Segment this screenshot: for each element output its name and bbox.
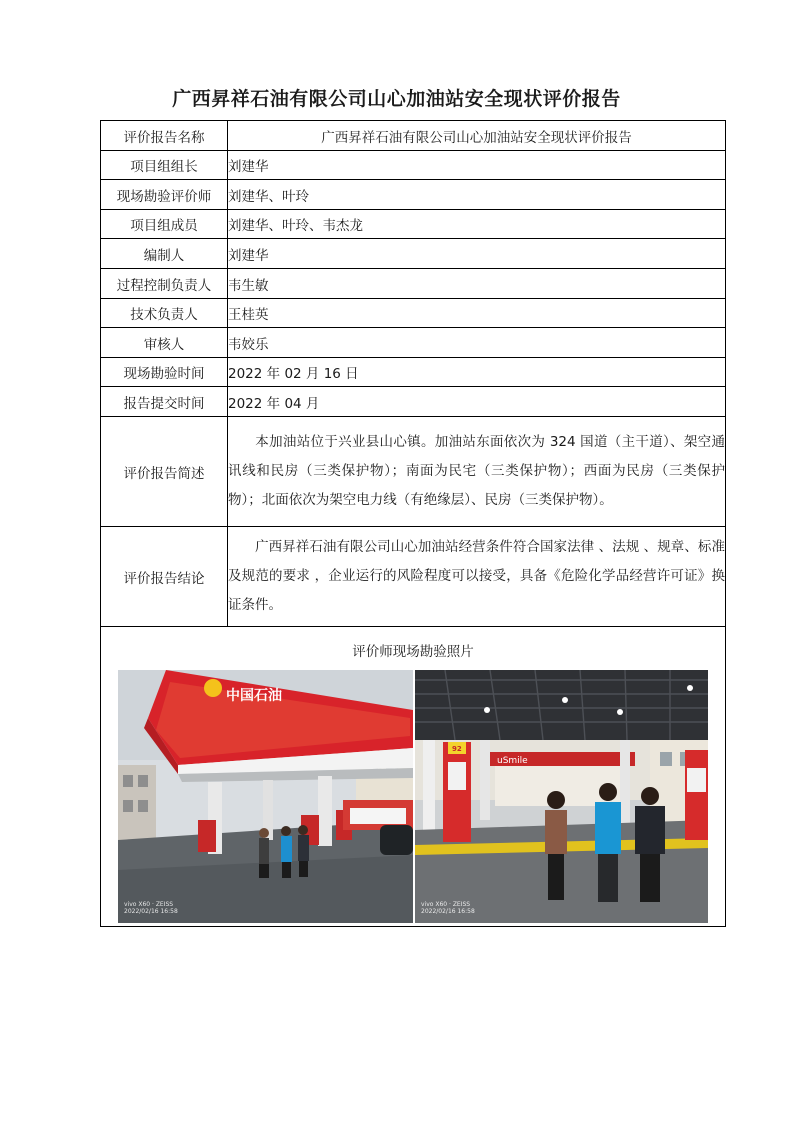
row-value: 2022 年 04 月 xyxy=(228,387,726,417)
row-label: 评价报告名称 xyxy=(101,121,228,151)
row-label: 现场勘验时间 xyxy=(101,358,228,387)
conclusion-text: 广西昇祥石油有限公司山心加油站经营条件符合国家法律 、法规 、规章、标准及规范的要求 ，企业运行的风险程度可以接受，具备《危险化学品经营许可证》换证条件。 xyxy=(228,539,725,613)
gas-station-exterior-image xyxy=(118,670,413,923)
row-value: 韦生敏 xyxy=(228,269,726,299)
watermark-timestamp: 2022/02/16 16:58 xyxy=(124,907,178,915)
row-value: 刘建华、叶玲 xyxy=(228,180,726,210)
row-label: 项目组组长 xyxy=(101,151,228,180)
watermark-camera: vivo X60 · ZEISS xyxy=(124,900,174,908)
document-title: 广西昇祥石油有限公司山心加油站安全现状评价报告 xyxy=(172,88,621,110)
row-label: 技术负责人 xyxy=(101,299,228,328)
row-value: 韦姣乐 xyxy=(228,328,726,358)
site-photo-left xyxy=(118,670,413,923)
table-row xyxy=(101,299,726,328)
row-value: 王桂英 xyxy=(228,299,726,328)
row-value: 广西昇祥石油有限公司山心加油站安全现状评价报告 xyxy=(228,121,726,151)
pump-number-text: 92 xyxy=(452,744,462,753)
report-info-table xyxy=(100,120,726,927)
table-row xyxy=(101,387,726,417)
table-row xyxy=(101,239,726,269)
photo-watermark xyxy=(421,901,475,915)
row-value: 2022 年 02 月 16 日 xyxy=(228,358,726,387)
row-label: 审核人 xyxy=(101,328,228,358)
conclusion-label: 评价报告结论 xyxy=(101,527,228,627)
photos-title: 评价师现场勘验照片 xyxy=(352,643,474,660)
summary-cell xyxy=(228,417,726,527)
row-label: 过程控制负责人 xyxy=(101,269,228,299)
table-row xyxy=(101,210,726,239)
conclusion-row xyxy=(101,527,726,627)
row-value: 刘建华、叶玲、韦杰龙 xyxy=(228,210,726,239)
table-row xyxy=(101,269,726,299)
table-row xyxy=(101,121,726,151)
site-photo-right xyxy=(415,670,708,923)
conclusion-cell xyxy=(228,527,726,627)
table-row xyxy=(101,358,726,387)
row-value: 刘建华 xyxy=(228,239,726,269)
summary-label: 评价报告简述 xyxy=(101,417,228,527)
canopy-interior-image xyxy=(415,670,708,923)
watermark-camera: vivo X60 · ZEISS xyxy=(421,900,471,908)
photos-row xyxy=(101,627,726,927)
photo-gallery xyxy=(118,670,708,924)
row-value: 刘建华 xyxy=(228,151,726,180)
row-label: 报告提交时间 xyxy=(101,387,228,417)
table-row xyxy=(101,328,726,358)
summary-row xyxy=(101,417,726,527)
summary-text: 本加油站位于兴业县山心镇。加油站东面依次为 324 国道（主干道）、架空通讯线和民房（三类保护物）；南面为民宅（三类保护物）；西面为民房（三类保护物）；北面依次为架空电力线（有绝缘层）、民房（三类保护物）。 xyxy=(228,434,725,508)
photo-watermark xyxy=(124,901,178,915)
row-label: 项目组成员 xyxy=(101,210,228,239)
table-row xyxy=(101,151,726,180)
row-label: 现场勘验评价师 xyxy=(101,180,228,210)
store-sign-text: uSmile xyxy=(497,755,528,766)
table-row xyxy=(101,180,726,210)
canopy-brand-text: 中国石油 xyxy=(226,687,282,704)
row-label: 编制人 xyxy=(101,239,228,269)
photos-cell xyxy=(101,627,726,927)
watermark-timestamp: 2022/02/16 16:58 xyxy=(421,907,475,915)
